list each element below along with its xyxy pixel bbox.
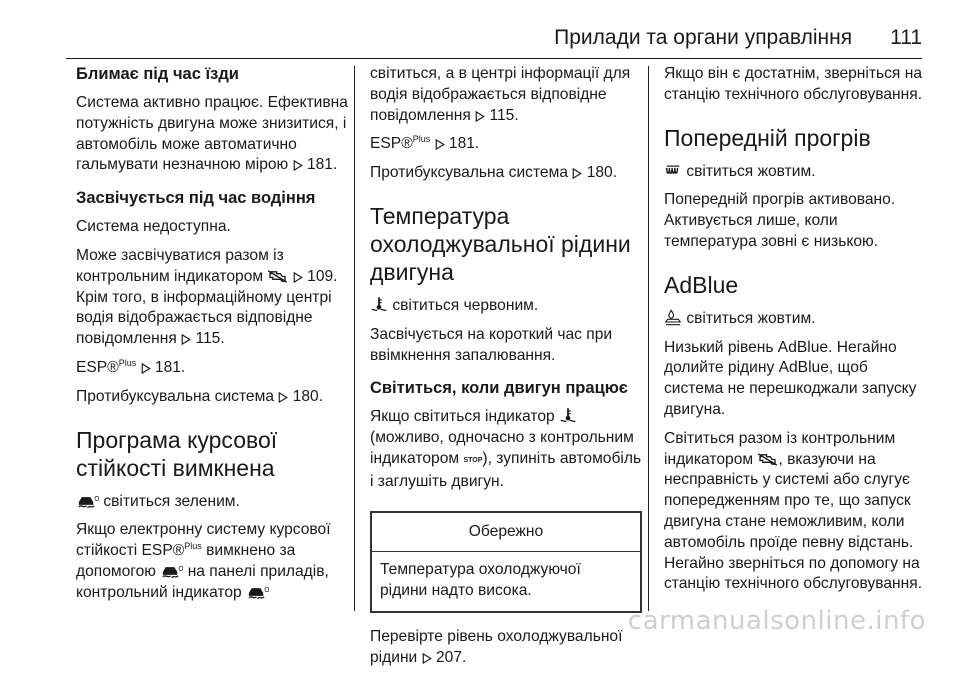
page-reference-triangle-icon [181, 333, 191, 346]
page-reference-triangle-icon [475, 110, 485, 123]
paragraph: Низький рівень AdBlue. Негайно долийте рідину AdBlue, щоб система не перешкоджали запуску двигуна. [664, 338, 917, 418]
column-divider [648, 66, 649, 611]
adblue-fluid-icon [664, 309, 682, 326]
caution-box [370, 511, 642, 613]
paragraph: Перевірте рівень охолоджувальної рідини 207. [370, 627, 623, 666]
page-reference-triangle-icon [422, 652, 432, 665]
heading-lit-while-driving: Засвічується під час водіння [76, 189, 316, 208]
heading-preheating: Попередній прогрів [664, 124, 871, 151]
paragraph: Протибуксувальна система 180. [370, 164, 618, 182]
paragraph: світиться червоним. [370, 296, 642, 317]
engine-service-icon [267, 269, 288, 284]
page-reference-triangle-icon [293, 271, 303, 284]
coolant-temperature-icon [370, 296, 388, 313]
heading-coolant-temperature: Температура охолоджувальної рідини двигуна [370, 202, 631, 285]
stop-indicator-icon: STOP [463, 456, 483, 464]
esp-off-skidding-car-icon [246, 584, 269, 600]
paragraph: світиться жовтим. [664, 162, 930, 183]
page-reference-triangle-icon [278, 391, 288, 404]
page-reference-triangle-icon [435, 138, 445, 151]
paragraph: Може засвічуватися разом із контрольним індикатором 109. Крім того, в інформаційному центрі водія відображається відповідне повідомлення 115. [76, 246, 338, 348]
paragraph: Система недоступна. [76, 218, 231, 236]
paragraph: Засвічується на короткий час при ввімкнення запалювання. [370, 325, 613, 364]
page-reference-triangle-icon [572, 167, 582, 180]
esp-off-skidding-car-icon [160, 563, 183, 579]
engine-service-icon [757, 452, 778, 467]
page-title: Прилади та органи управління [554, 26, 853, 49]
coolant-temperature-icon [559, 407, 577, 424]
watermark: carmanualsonline.info [627, 606, 926, 636]
heading-flashing: Блимає під час їзди [76, 65, 239, 83]
caution-body: Температура охолоджуючої рідини надто висока. [380, 561, 581, 600]
paragraph: ESP®$^{Plus}$ 181. [76, 357, 186, 376]
column-3 [664, 64, 930, 603]
paragraph: світиться жовтим. [664, 309, 930, 330]
paragraph: Якщо світиться індикатор (можливо, одночасно з контрольним індикатором STOP), зупиніть автомобіль і заглушіть двигун. [370, 408, 642, 490]
heading-engine-running: Світиться, коли двигун працює [370, 379, 628, 398]
page-reference-triangle-icon [141, 362, 151, 375]
paragraph: ESP®$^{Plus}$ 181. [370, 134, 480, 153]
page-number: 111 [890, 26, 922, 49]
paragraph: Якщо електронну систему курсової стійкості ESP®$^{Plus}$ вимкнено за допомогою на панелі приладів, контрольний індикатор [76, 521, 331, 601]
page-header [60, 26, 922, 60]
paragraph: Світиться разом із контрольним індикатором , вказуючи на несправність у системі або слугує попередженням про те, що запуск двигуна стане неможливим, коли автомобіль проїде певну відстань. Негайно зверніться по допомогу на станцію технічного обслуговування. [664, 429, 923, 593]
page-reference-triangle-icon [293, 159, 303, 172]
glow-plug-coil-icon [664, 164, 682, 179]
esp-off-skidding-car-icon [76, 493, 99, 509]
paragraph: Система активно працює. Ефективна потужність двигуна може знизитися, і автомобіль може автоматично гальмувати незначною мірою 181. [76, 94, 348, 174]
paragraph: світиться зеленим. [76, 492, 348, 513]
paragraph: світиться, а в центрі інформації для водія відображається відповідне повідомлення 115. [370, 65, 631, 124]
column-2 [370, 64, 642, 677]
column-1 [76, 64, 348, 612]
column-divider [354, 66, 355, 611]
header-rule [66, 58, 922, 59]
paragraph: Протибуксувальна система 180. [76, 387, 324, 405]
paragraph: Якщо він є достатнім, зверніться на станцію технічного обслуговування. [664, 65, 923, 103]
heading-esp-off: Програма курсової стійкості вимкнена [76, 426, 278, 481]
paragraph: Попередній прогрів активовано. Активується лише, коли температура зовні є низькою. [664, 191, 896, 250]
heading-adblue: AdBlue [664, 271, 739, 298]
caution-title: Обережно [372, 513, 640, 553]
